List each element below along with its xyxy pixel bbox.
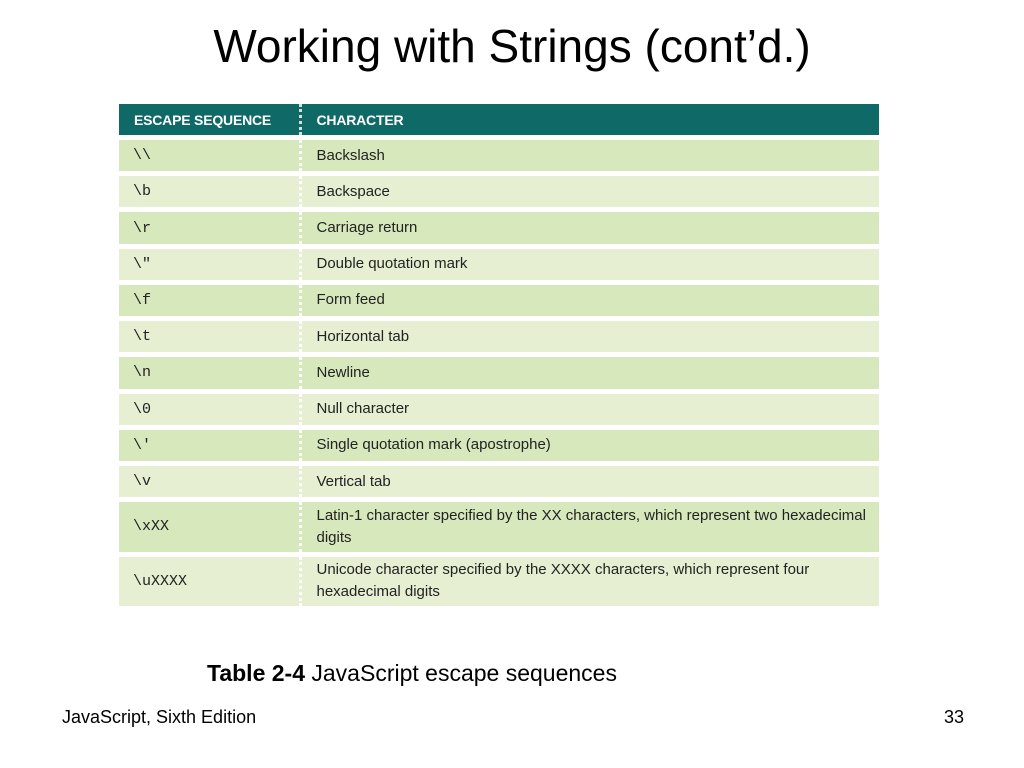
escape-sequence-cell: \r — [119, 210, 300, 246]
table-row — [119, 282, 879, 318]
table-row — [119, 319, 879, 355]
escape-sequence-cell: \uXXXX — [119, 554, 300, 606]
character-cell: Backspace — [300, 174, 879, 210]
escape-sequence-cell: \t — [119, 319, 300, 355]
escape-sequence-cell: \\ — [119, 138, 300, 174]
table-row — [119, 355, 879, 391]
character-cell: Horizontal tab — [300, 319, 879, 355]
character-cell: Newline — [300, 355, 879, 391]
column-header-character: CHARACTER — [300, 104, 879, 138]
escape-sequence-cell: \v — [119, 463, 300, 499]
table-row — [119, 554, 879, 606]
table-row — [119, 210, 879, 246]
table-row — [119, 138, 879, 174]
character-cell: Carriage return — [300, 210, 879, 246]
escape-sequence-cell: \' — [119, 427, 300, 463]
slide-title: Working with Strings (cont’d.) — [213, 20, 811, 72]
escape-sequence-cell: \xXX — [119, 500, 300, 554]
character-cell: Vertical tab — [300, 463, 879, 499]
caption-text: JavaScript escape sequences — [305, 660, 617, 686]
footer-book-title: JavaScript, Sixth Edition — [62, 707, 257, 727]
character-cell: Backslash — [300, 138, 879, 174]
caption-label: Table 2-4 — [207, 660, 305, 686]
escape-sequence-cell: \f — [119, 282, 300, 318]
escape-sequence-cell: \0 — [119, 391, 300, 427]
character-cell: Double quotation mark — [300, 246, 879, 282]
character-cell: Form feed — [300, 282, 879, 318]
escape-sequence-cell: \b — [119, 174, 300, 210]
table-row — [119, 174, 879, 210]
table-row — [119, 463, 879, 499]
table-caption — [207, 659, 617, 687]
column-header-escape-sequence: ESCAPE SEQUENCE — [119, 104, 300, 138]
slide-number: 33 — [943, 707, 964, 727]
table-row — [119, 500, 879, 554]
escape-sequence-cell: \" — [119, 246, 300, 282]
escape-sequence-table — [119, 104, 879, 606]
character-cell: Null character — [300, 391, 879, 427]
character-cell: Unicode character specified by the XXXX characters, which represent four hexadecimal digits — [300, 554, 879, 606]
table-row — [119, 427, 879, 463]
character-cell: Latin-1 character specified by the XX characters, which represent two hexadecimal digits — [300, 500, 879, 554]
table-row — [119, 246, 879, 282]
character-cell: Single quotation mark (apostrophe) — [300, 427, 879, 463]
table-header-row — [119, 104, 879, 138]
table-row — [119, 391, 879, 427]
escape-sequence-cell: \n — [119, 355, 300, 391]
